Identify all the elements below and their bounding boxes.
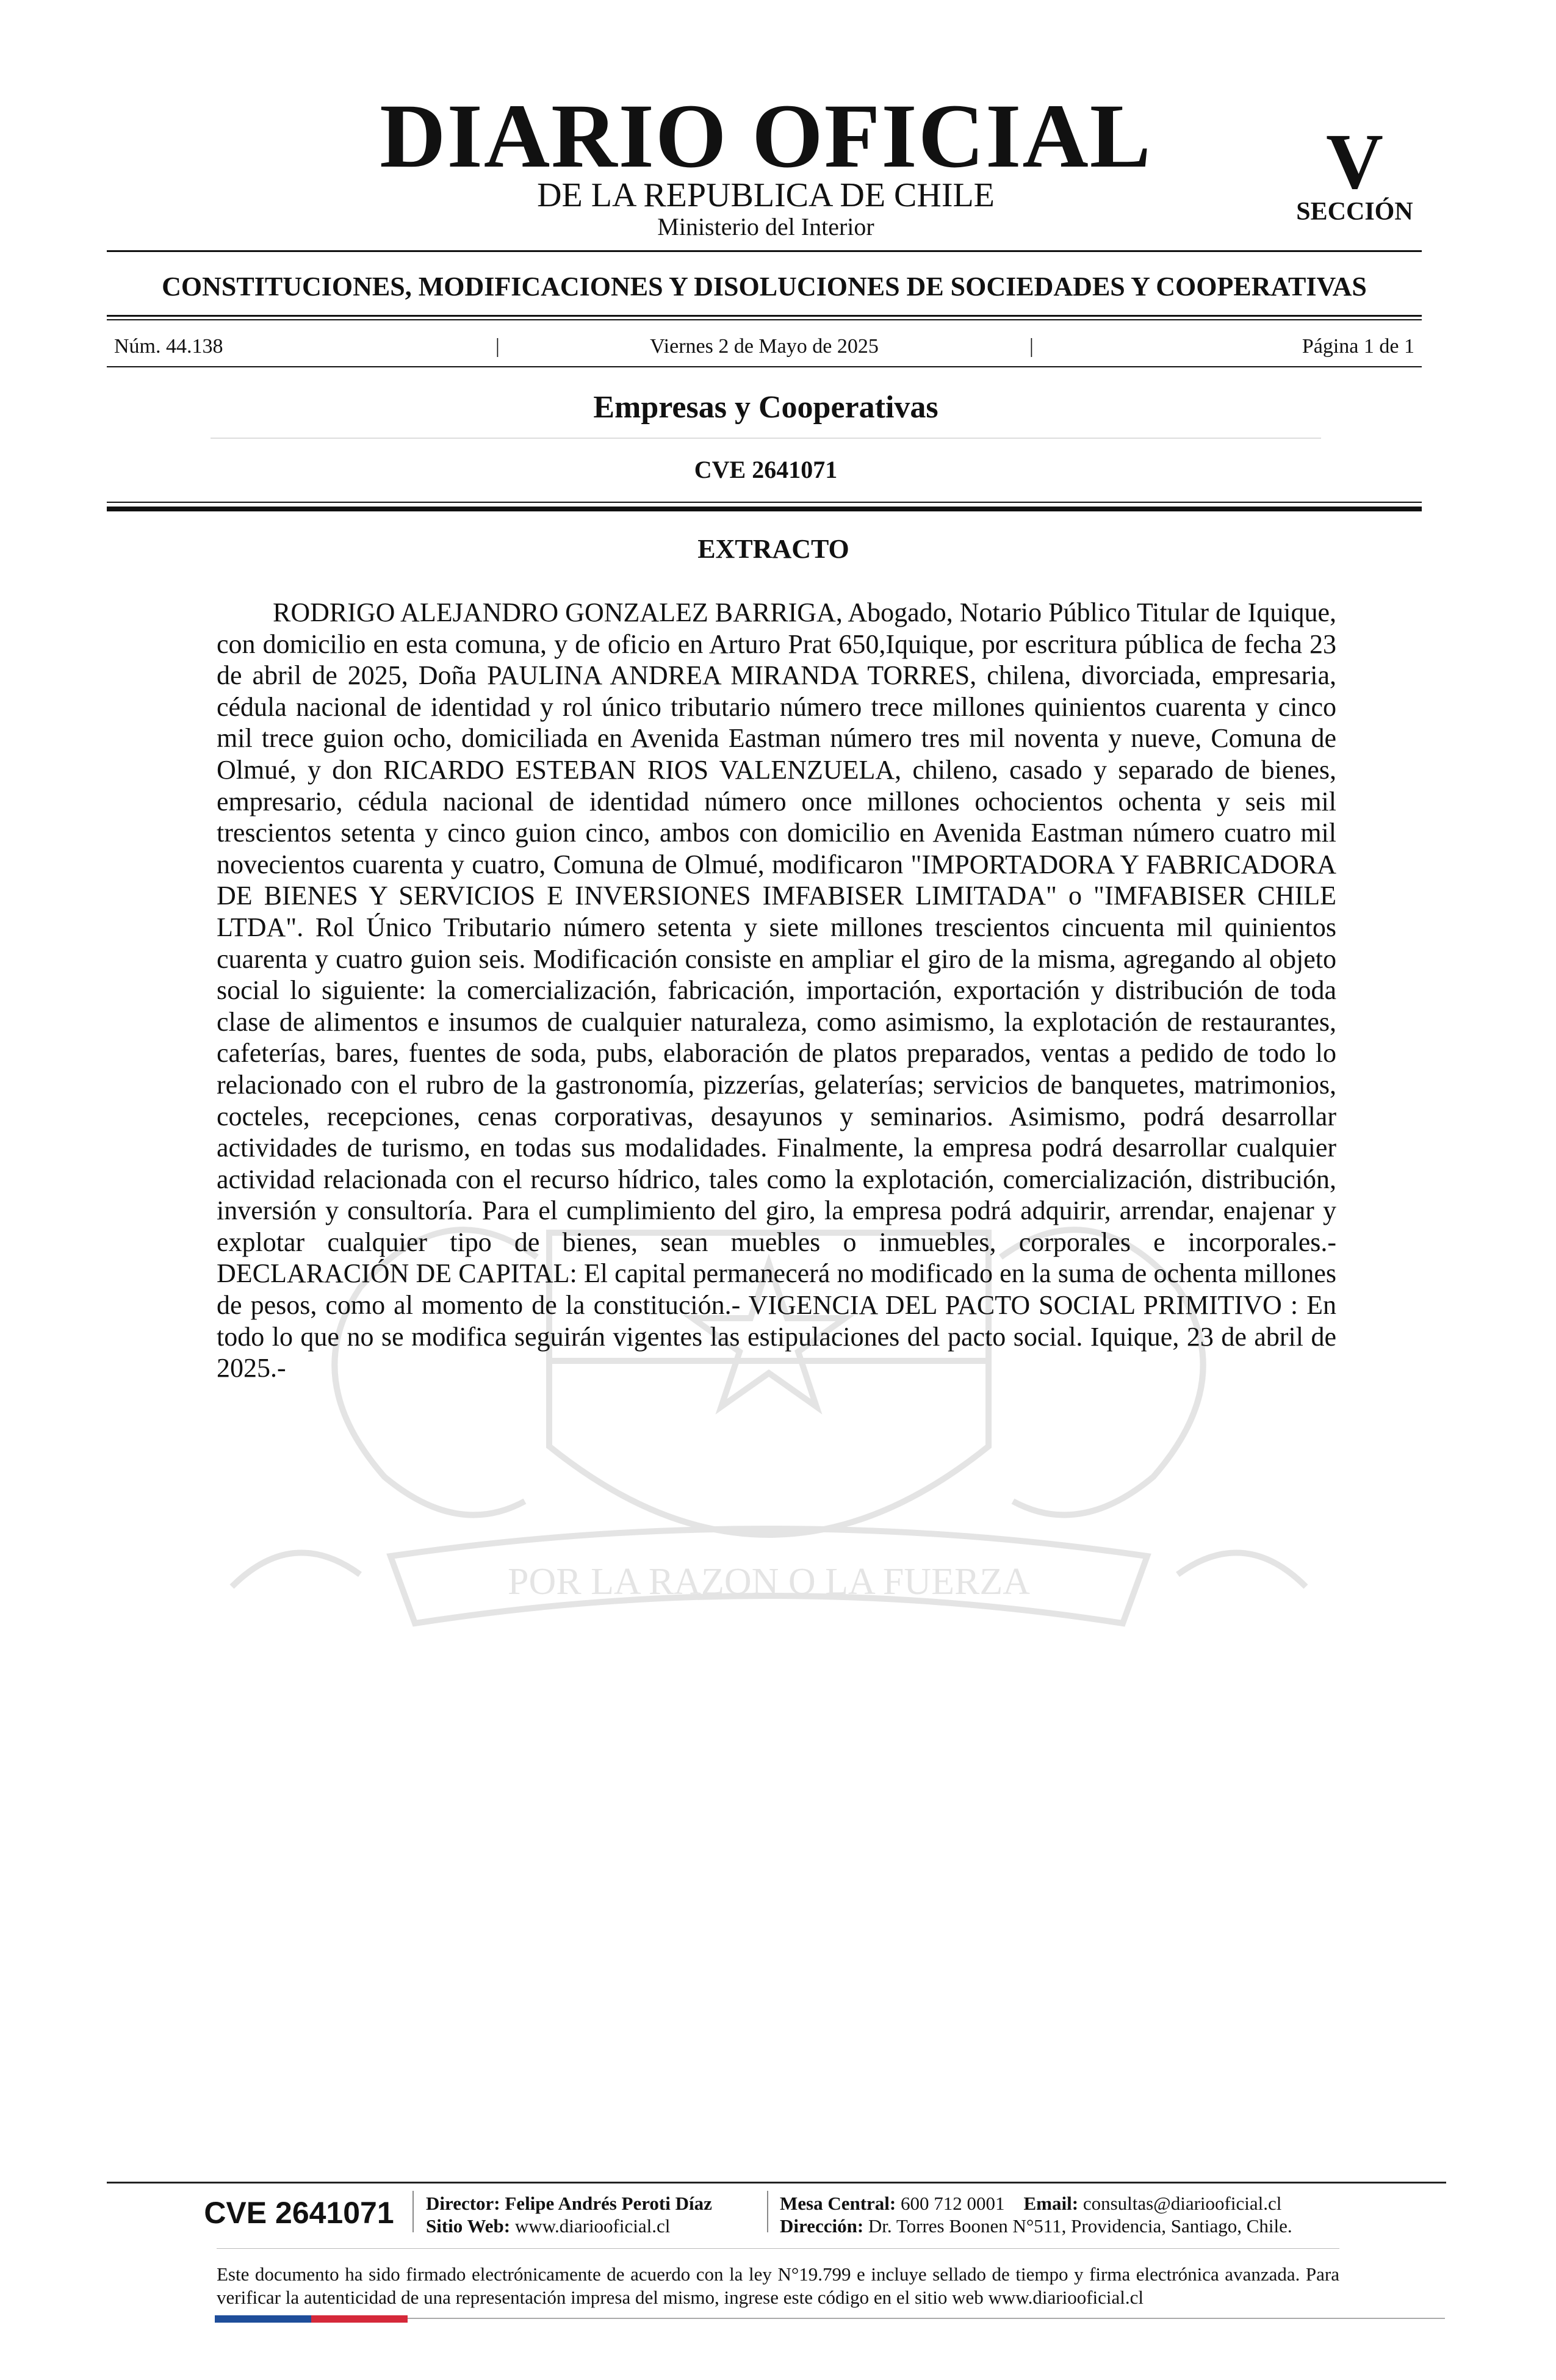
subsection-title: Empresas y Cooperativas	[593, 390, 938, 425]
header-end-rule-top	[107, 502, 1422, 503]
subsection-rule	[211, 438, 1321, 439]
category-rule-top	[107, 315, 1422, 317]
info-bar-rule	[107, 366, 1422, 367]
flag-stripe-red	[311, 2315, 408, 2323]
page-indicator: Página 1 de 1	[1302, 335, 1414, 358]
address-label: Dirección:	[780, 2215, 864, 2237]
director-name: Felipe Andrés Peroti Díaz	[505, 2193, 712, 2214]
email-label: Email:	[1023, 2193, 1079, 2214]
issue-info-bar	[107, 334, 1422, 359]
footer-site	[426, 2215, 768, 2237]
footer-cve-code: CVE 2641071	[204, 2196, 394, 2230]
masthead-title: DIARIO OFICIAL	[380, 85, 1152, 187]
info-separator: |	[1029, 335, 1034, 358]
mesa-label: Mesa Central:	[780, 2193, 896, 2214]
signature-notice: Este documento ha sido firmado electrónicamente de acuerdo con la ley N°19.799 e incluye sellado de tiempo y firma electrónica avanzada. Para verificar la autenticidad de una representación impresa del mismo, ingrese este código en el sitio web www.diariooficial.cl	[217, 2263, 1339, 2308]
section-label: SECCIÓN	[1296, 198, 1413, 226]
masthead-ministry: Ministerio del Interior	[657, 213, 874, 240]
footer-separator	[767, 2191, 768, 2232]
category-rule-bottom	[107, 319, 1422, 320]
email-link[interactable]: consultas@diariooficial.cl	[1082, 2193, 1282, 2214]
watermark-motto: POR LA RAZON O LA FUERZA	[507, 1561, 1031, 1603]
issue-date: Viernes 2 de Mayo de 2025	[650, 335, 879, 358]
masthead-subtitle: DE LA REPUBLICA DE CHILE	[537, 176, 995, 214]
issue-number: Núm. 44.138	[114, 335, 223, 358]
mesa-value: 600 712 0001	[901, 2193, 1005, 2214]
footer-director	[426, 2192, 768, 2215]
footer-contact-line	[780, 2192, 1353, 2215]
info-separator: |	[495, 335, 500, 358]
footer-base-line	[408, 2318, 1445, 2319]
footer-address-line	[780, 2215, 1353, 2237]
director-label: Director:	[426, 2193, 500, 2214]
cve-code: CVE 2641071	[694, 456, 838, 483]
masthead-rule	[107, 250, 1422, 252]
section-letter: V	[1326, 118, 1383, 206]
footer-separator	[412, 2191, 414, 2232]
address-value: Dr. Torres Boonen N°511, Providencia, Santiago, Chile.	[868, 2215, 1292, 2237]
category-title: CONSTITUCIONES, MODIFICACIONES Y DISOLUCIONES DE SOCIEDADES Y COOPERATIVAS	[162, 272, 1367, 301]
header-end-rule-bottom	[107, 507, 1422, 511]
document-heading: EXTRACTO	[697, 534, 849, 564]
footer-contact-block	[780, 2192, 1353, 2237]
flag-stripe-blue	[215, 2315, 311, 2323]
extract-body: RODRIGO ALEJANDRO GONZALEZ BARRIGA, Abogado, Notario Público Titular de Iquique, con domicilio en esta comuna, y de oficio en Arturo Prat 650,Iquique, por escritura pública de fecha 23 de abril de 2025, Doña PAULINA ANDREA MIRANDA TORRES, chilena, divorciada, empresaria, cédula nacional de identidad y rol único tributario número trece millones quinientos cuarenta y cinco mil trece guion ocho, domiciliada en Avenida Eastman número tres mil noventa y nueve, Comuna de Olmué, y don RICARDO ESTEBAN RIOS VALENZUELA, chileno, casado y separado de bienes, empresario, cédula nacional de identidad número once millones ochocientos ochenta y seis mil trescientos setenta y cinco guion cinco, ambos con domicilio en Avenida Eastman número cuatro mil novecientos cuarenta y cuatro, Comuna de Olmué, modificaron "IMPORTADORA Y FABRICADORA DE BIENES Y SERVICIOS E INVERSIONES IMFABISER LIMITADA" o "IMFABISER CHILE LTDA". Rol Único Tributario número setenta y siete millones trescientos cincuenta mil quinientos cuarenta y cuatro guion seis. Modificación consiste en ampliar el giro de la misma, agregando al objeto social lo siguiente: la comercialización, fabricación, importación, exportación y distribución de toda clase de alimentos e insumos de cualquier naturaleza, como asimismo, la explotación de restaurantes, cafeterías, bares, fuentes de soda, pubs, elaboración de platos preparados, ventas a pedido de todo lo relacionado con el rubro de la gastronomía, pizzerías, gelaterías; servicios de banquetes, matrimonios, cocteles, recepciones, cenas corporativas, desayunos y seminarios. Asimismo, podrá desarrollar actividades de turismo, en todas sus modalidades. Finalmente, la empresa podrá desarrollar cualquier actividad relacionada con el recurso hídrico, tales como la explotación, comercialización, distribución, inversión y consultoría. Para el cumplimiento del giro, la empresa podrá adquirir, arrendar, enajenar y explotar cualquier tipo de bienes, sean muebles o inmuebles, corporales e incorporales.- DECLARACIÓN DE CAPITAL: El capital permanecerá no modificado en la suma de ochenta millones de pesos, como al momento de la constitución.- VIGENCIA DEL PACTO SOCIAL PRIMITIVO : En todo lo que no se modifica seguirán vigentes las estipulaciones del pacto social. Iquique, 23 de abril de 2025.-	[217, 597, 1336, 1383]
site-link[interactable]: www.diariooficial.cl	[514, 2215, 671, 2237]
footer-divider	[217, 2248, 1339, 2249]
footer-director-block	[426, 2192, 768, 2237]
site-label: Sitio Web:	[426, 2215, 511, 2237]
footer-rule	[107, 2182, 1446, 2183]
